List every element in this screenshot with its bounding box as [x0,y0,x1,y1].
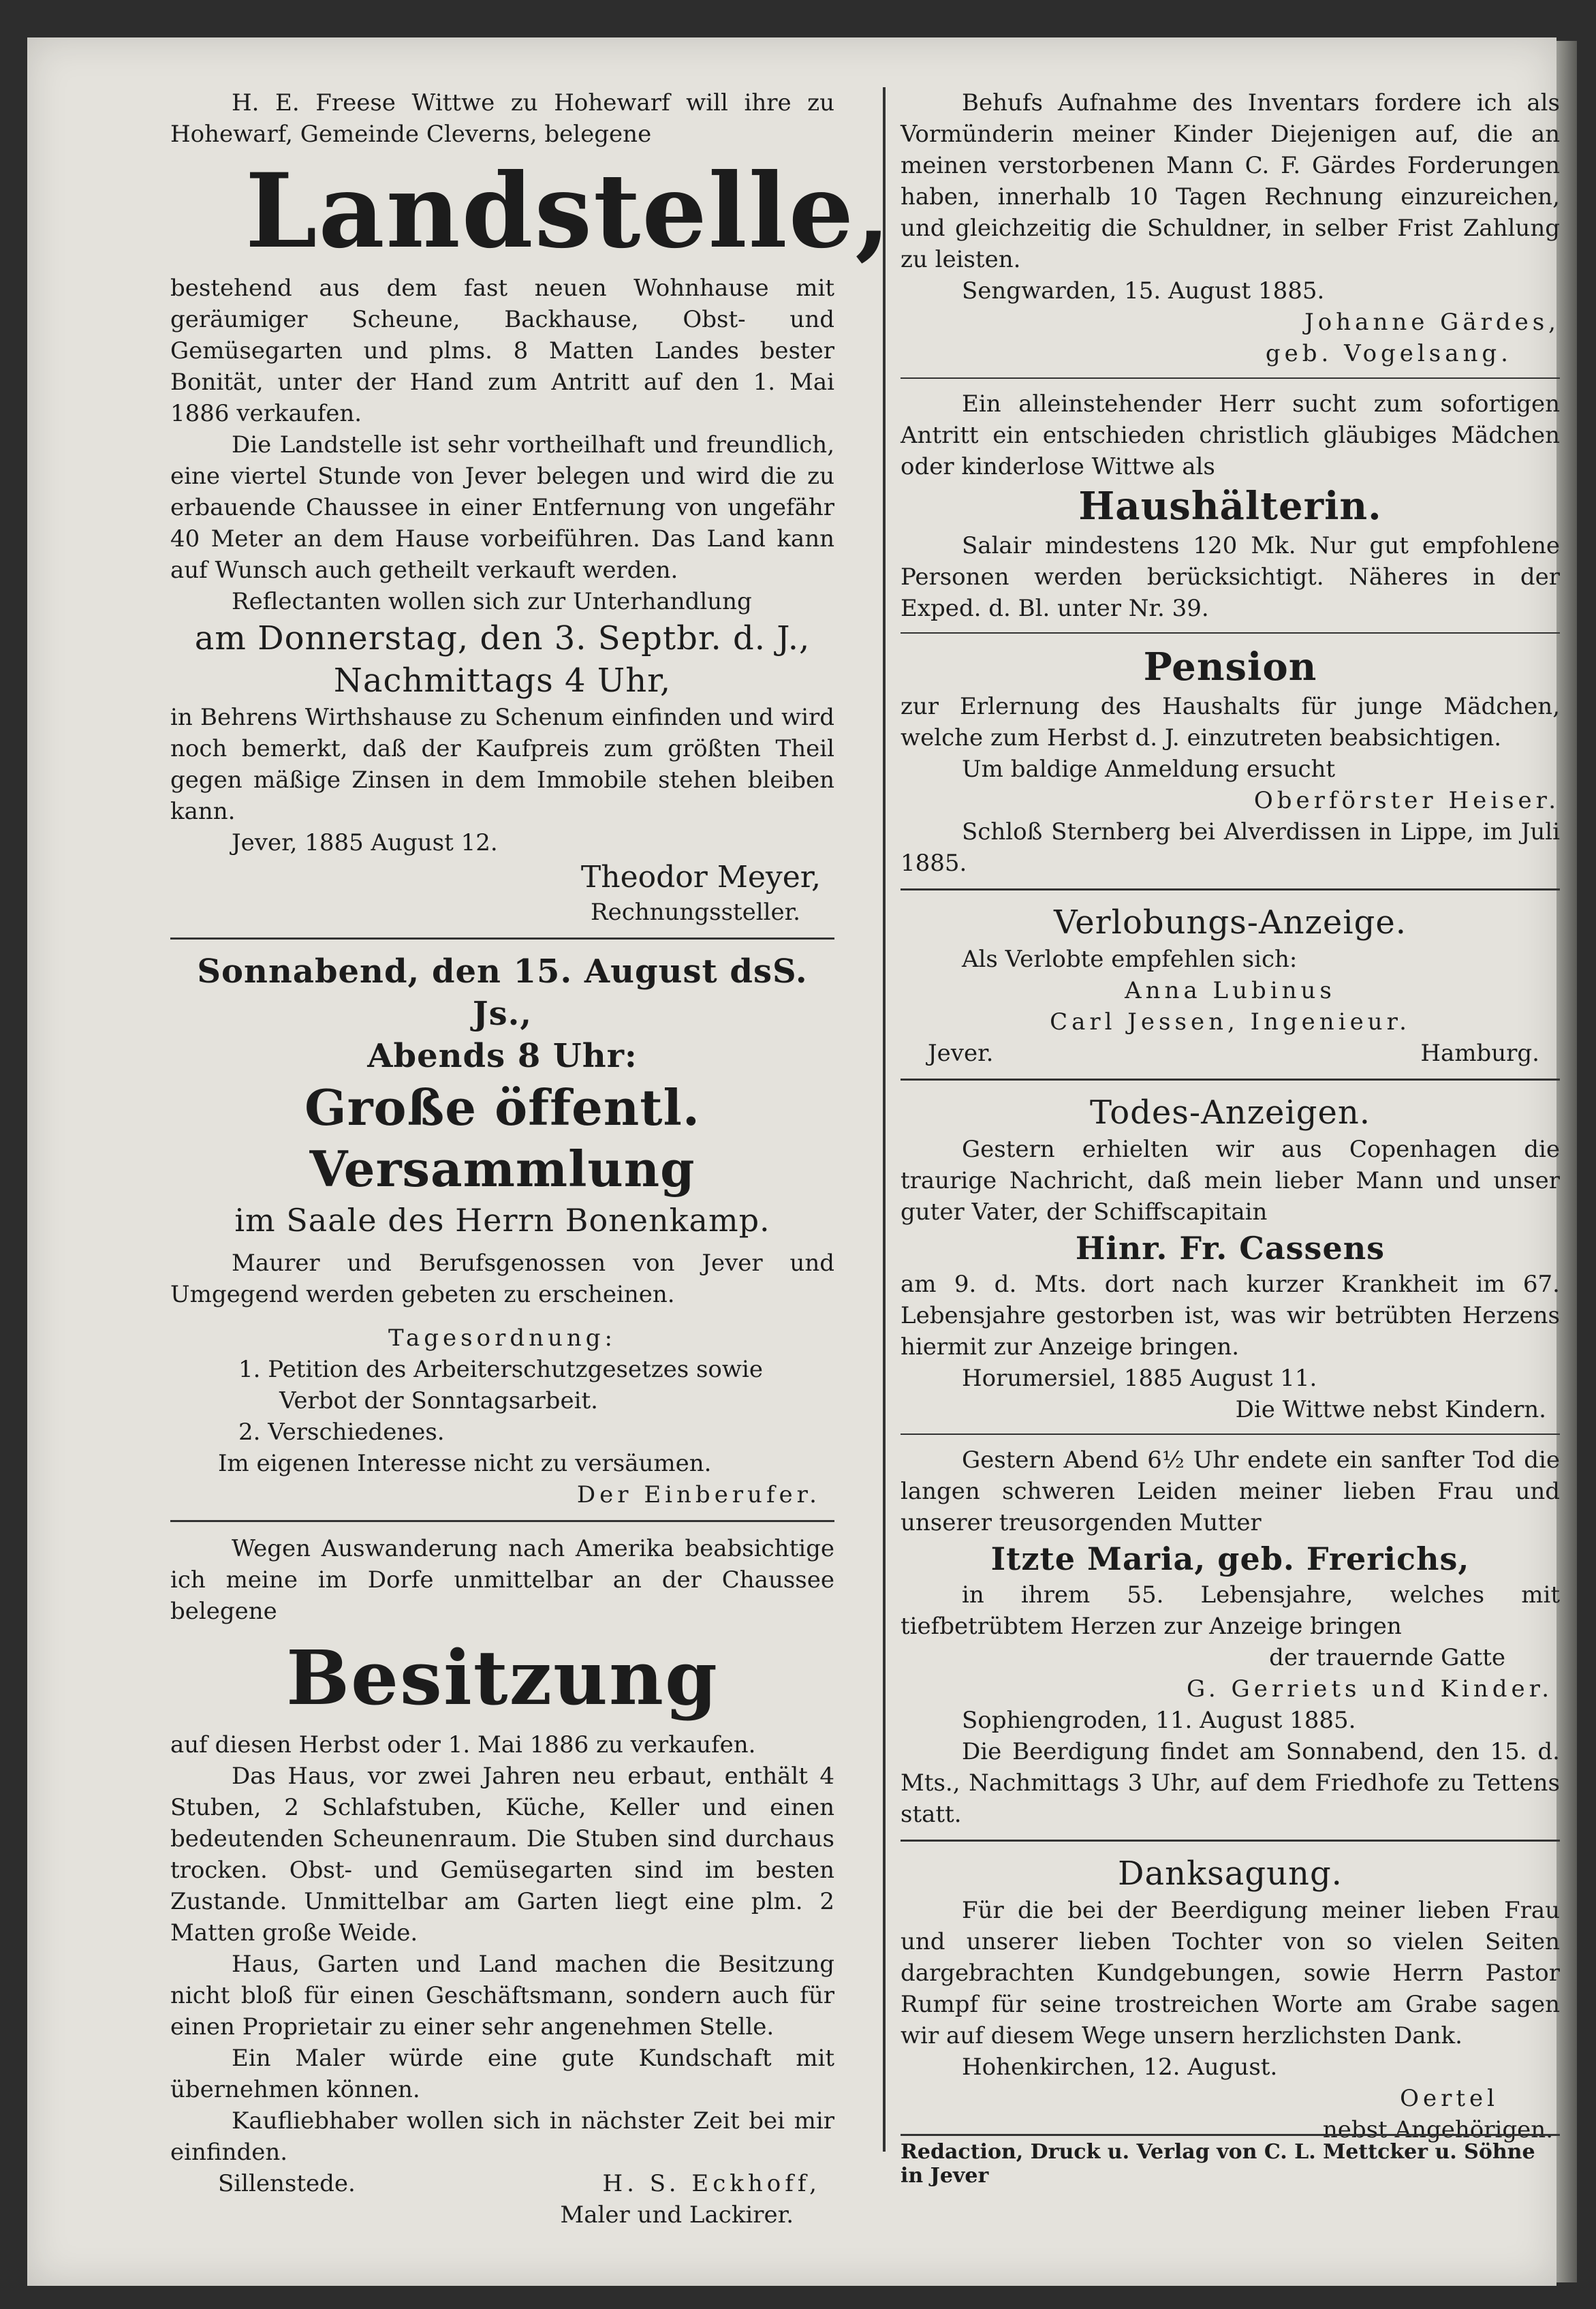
engaged-name: Anna Lubinus [1125,977,1336,1004]
ad-body: auf diesen Herbst oder 1. Mai 1886 zu verkaufen. [170,1731,756,1758]
agenda-item: 1. Petition des Arbeiterschutzgesetzes sowie [238,1356,763,1383]
ad-signer: Oberförster Heiser. [1253,787,1560,814]
ad-body: zur Erlernung des Haushalts für junge Mädchen, welche zum Herbst d. J. einzutreten beabsichtigen. [901,693,1560,751]
ad-haushaelterin [901,388,1560,624]
ad-headline: Haushälterin. [1078,484,1382,529]
ad-signer-sub: geb. Vogelsang. [1265,340,1512,367]
ad-body: am 9. d. Mts. dort nach kurzer Krankheit im 67. Lebensjahre gestorben ist, was wir betrübten Herzens hiermit zur Anzeige bringen. [901,1271,1560,1361]
ad-intro: Ein alleinstehender Herr sucht zum sofortigen Antritt ein entschieden christlich gläubiges Mädchen oder kinderlose Wittwe als [901,390,1560,480]
ad-body: Haus, Garten und Land machen die Besitzung nicht bloß für einen Geschäftsmann, sondern auch für einen Proprietair zu einer sehr angenehmen Stelle. [170,1951,834,2041]
ad-body: Ein Maler würde eine gute Kundschaft mit übernehmen können. [170,2045,834,2103]
ad-body: Reflectanten wollen sich zur Unterhandlung [232,588,752,615]
column-divider [883,87,886,2152]
ad-todesanzeige [901,1091,1560,1425]
ad-signer: der trauernde Gatte [1269,1644,1505,1671]
ad-danksagung [901,1853,1560,2145]
ad-signer: Theodor Meyer, [580,860,821,895]
ad-headline: Landstelle, [245,151,892,271]
right-column [901,87,1560,2145]
ad-place-date: Schloß Sternberg bei Alverdissen in Lippe, im Juli 1885. [901,818,1560,877]
ad-signer: G. Gerriets und Kinder. [1186,1675,1553,1703]
ad-body: in ihrem 55. Lebensjahre, welches mit tiefbetrübtem Herzen zur Anzeige bringen [901,1581,1560,1640]
ad-body: Salair mindestens 120 Mk. Nur gut empfohlene Personen werden berücksichtigt. Näheres in der Exped. d. Bl. unter Nr. 39. [901,532,1560,622]
ad-headline: Verlobungs-Anzeige. [1053,903,1407,942]
ad-body: Gestern erhielten wir aus Copenhagen die traurige Nachricht, daß mein lieber Mann und unser guter Vater, der Schiffscapitain [901,1136,1560,1226]
ad-place: Sillenstede. [218,2170,356,2197]
engaged-name: Carl Jessen, Ingenieur. [1050,1008,1411,1036]
section-rule [901,1434,1560,1435]
ad-signer: Johanne Gärdes, [1304,309,1560,336]
ad-todesanzeige-2 [901,1444,1560,1830]
imprint-footer: Redaction, Druck u. Verlag von C. L. Mettcker u. Söhne in Jever [901,2134,1560,2188]
left-column [170,87,892,2231]
ad-headline: Besitzung [286,1634,719,1722]
ad-signer: H. S. Eckhoff, [602,2170,821,2197]
ad-body: in Behrens Wirthshause zu Schenum einfinden und wird noch bemerkt, daß der Kaufpreis zum größten Theil gegen mäßige Zinsen in dem Immobile stehen bleiben kann. [170,704,834,825]
section-rule [901,632,1560,634]
section-rule [901,888,1560,890]
ad-body: Kaufliebhaber wollen sich in nächster Zeit bei mir einfinden. [170,2107,834,2166]
ad-body: Das Haus, vor zwei Jahren neu erbaut, enthält 4 Stuben, 2 Schlafstuben, Küche, Keller und einen bedeutenden Scheunenraum. Die Stuben sind durchaus trocken. Obst- und Gemüsegarten sind im besten Zustande. Unmittelbar am Garten liegt eine plm. 2 Matten große Weide. [170,1763,834,1947]
ad-place-date: Sophiengroden, 11. August 1885. [962,1707,1356,1734]
section-rule [901,377,1560,379]
ad-verlobung [901,901,1560,1069]
ad-intro: Wegen Auswanderung nach Amerika beabsichtige ich meine im Dorfe unmittelbar an der Chaussee belegene [170,1535,834,1625]
ad-place-date: Jever, 1885 August 12. [232,829,498,856]
ad-signer: Der Einberufer. [576,1481,821,1508]
ad-signer-sub: nebst Angehörigen. [1322,2116,1553,2143]
agenda-item-cont: Verbot der Sonntagsarbeit. [279,1387,598,1414]
ad-signature-row [170,2168,834,2199]
ad-body: Die Landstelle ist sehr vortheilhaft und freundlich, eine viertel Stunde von Jever belegen und wird die zu erbauende Chaussee in einer Entfernung von ungefähr 40 Meter an dem Hause vorbeiführen. Das Land kann auf Wunsch auch getheilt verkauft werden. [170,431,834,584]
ad-headline: Große öffentl. Versammlung [304,1079,700,1198]
section-rule [170,937,834,940]
ad-signer: Die Wittwe nebst Kindern. [1235,1396,1546,1423]
ad-signer-title: Rechnungssteller. [591,899,800,926]
ad-pension [901,643,1560,879]
section-rule [170,1520,834,1522]
section-rule [901,1079,1560,1081]
ad-date: am Donnerstag, den 3. Septbr. d. J., [194,619,811,657]
event-date: Sonnabend, den 15. August dsS. Js., [197,952,808,1033]
ad-subline: im Saale des Herrn Bonenkamp. [234,1202,770,1239]
ad-body: Gestern Abend 6½ Uhr endete ein sanfter Tod die langen schweren Leiden meiner lieben Frau und unserer treusorgenden Mutter [901,1446,1560,1536]
ad-intro: Als Verlobte empfehlen sich: [962,946,1298,973]
ad-body: Die Beerdigung findet am Sonnabend, den 15. d. Mts., Nachmittags 3 Uhr, auf dem Friedhofe zu Tettens statt. [901,1738,1560,1828]
ad-place-date: Sengwarden, 15. August 1885. [962,277,1325,305]
ad-versammlung [170,950,834,1510]
ad-body: Behufs Aufnahme des Inventars fordere ich als Vormünderin meiner Kinder Diejenigen auf, die an meinen verstorbenen Mann C. F. Gärdes Forderungen haben, innerhalb 10 Tagen Rechnung einzureichen, und gleichzeitig die Schuldner, in selber Frist Zahlung zu leisten. [901,89,1560,273]
ad-body: Maurer und Berufsgenossen von Jever und Umgegend werden gebeten zu erscheinen. [170,1250,834,1308]
ad-landstelle [170,87,892,928]
ad-signer: Oertel [1400,2085,1499,2112]
ad-intro: H. E. Freese Wittwe zu Hohewarf will ihre zu Hohewarf, Gemeinde Cleverns, belegene [170,89,834,148]
ad-note: Im eigenen Interesse nicht zu versäumen. [218,1450,712,1477]
ad-body: bestehend aus dem fast neuen Wohnhause mit geräumiger Scheune, Backhause, Obst- und Gemüsegarten und plms. 8 Matten Landes bester Bonität, unter der Hand zum Antritt auf den 1. Mai 1886 verkaufen. [170,275,834,427]
agenda-title: Tagesordnung: [388,1324,617,1352]
ad-place-date: Horumersiel, 1885 August 11. [962,1365,1317,1392]
ad-headline: Pension [1143,645,1317,689]
deceased-name: Itzte Maria, geb. Frerichs, [990,1540,1470,1577]
ad-time: Nachmittags 4 Uhr, [333,662,672,700]
place-right: Hamburg. [1420,1040,1539,1067]
ad-headline: Todes-Anzeigen. [1089,1094,1371,1132]
ad-signer-title: Maler und Lackirer. [560,2201,794,2229]
ad-besitzung [170,1533,834,2231]
agenda-item: 2. Verschiedenes. [238,1419,445,1446]
ad-inventar [901,87,1560,369]
place-row [901,1038,1560,1069]
place-left: Jever. [928,1040,994,1067]
section-rule [901,1840,1560,1842]
ad-body: Für die bei der Beerdigung meiner lieben Frau und unserer lieben Tochter von so vielen Seiten dargebrachten Kundgebungen, sowie Herrn Pastor Rumpf für seine trostreichen Worte am Grabe sagen wir auf diesem Wege unsern herzlichsten Dank. [901,1897,1560,2049]
ad-place-date: Hohenkirchen, 12. August. [962,2054,1278,2081]
ad-body: Um baldige Anmeldung ersucht [962,756,1336,783]
event-time: Abends 8 Uhr: [367,1037,638,1075]
deceased-name: Hinr. Fr. Cassens [1075,1230,1386,1267]
ad-headline: Danksagung. [1118,1855,1343,1893]
